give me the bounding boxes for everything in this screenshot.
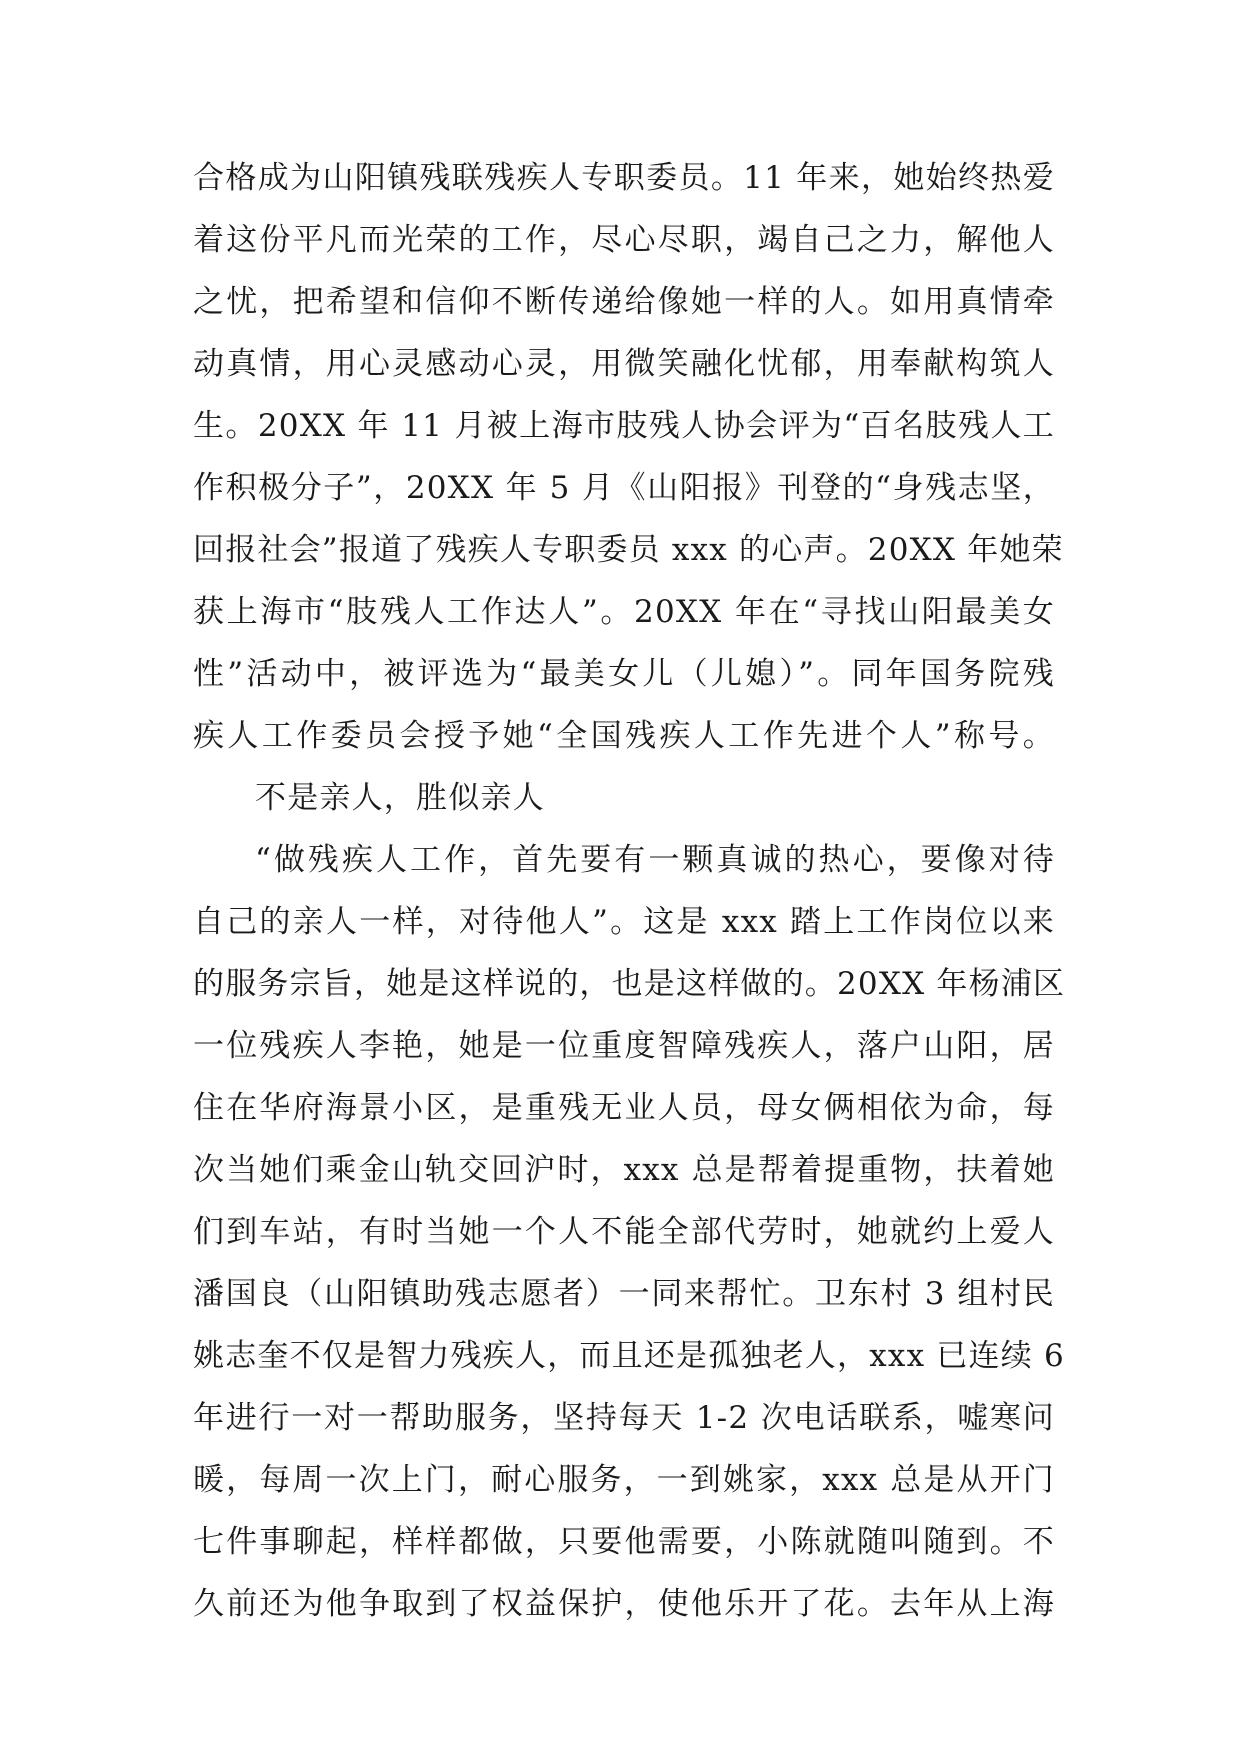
paragraph-first-line: “做残疾人工作，首先要有一颗真诚的热心，要像对待 bbox=[255, 842, 1055, 878]
text-line: 合格成为山阳镇残联残疾人专职委员。11 年来，她始终热爱 bbox=[193, 160, 1055, 196]
text-line: 作积极分子”，20XX 年 5 月《山阳报》刊登的“身残志坚， bbox=[193, 470, 1055, 506]
text-line: 的服务宗旨，她是这样说的，也是这样做的。20XX 年杨浦区 bbox=[193, 966, 1066, 1002]
section-heading: 不是亲人，胜似亲人 bbox=[255, 780, 545, 816]
text-line: 久前还为他争取到了权益保护，使他乐开了花。去年从上海 bbox=[193, 1586, 1055, 1622]
text-line: 年进行一对一帮助服务，坚持每天 1-2 次电话联系，嘘寒问 bbox=[193, 1400, 1055, 1436]
text-line: 之忧，把希望和信仰不断传递给像她一样的人。如用真情牵 bbox=[193, 284, 1055, 320]
text-line: 潘国良（山阳镇助残志愿者）一同来帮忙。卫东村 3 组村民 bbox=[193, 1276, 1055, 1312]
text-line: 回报社会”报道了残疾人专职委员 xxx 的心声。20XX 年她荣 bbox=[193, 532, 1064, 568]
text-line: 着这份平凡而光荣的工作，尽心尽职，竭自己之力，解他人 bbox=[193, 222, 1055, 258]
text-line: 一位残疾人李艳，她是一位重度智障残疾人，落户山阳，居 bbox=[193, 1028, 1055, 1064]
text-line: 获上海市“肢残人工作达人”。20XX 年在“寻找山阳最美女 bbox=[193, 594, 1055, 630]
text-line: 动真情，用心灵感动心灵，用微笑融化忧郁，用奉献构筑人 bbox=[193, 346, 1055, 382]
text-line: 自己的亲人一样，对待他人”。这是 xxx 踏上工作岗位以来 bbox=[193, 904, 1055, 940]
text-line: 们到车站，有时当她一个人不能全部代劳时，她就约上爱人 bbox=[193, 1214, 1055, 1250]
text-line: 姚志奎不仅是智力残疾人，而且还是孤独老人，xxx 已连续 6 bbox=[193, 1338, 1065, 1374]
text-line: 次当她们乘金山轨交回沪时，xxx 总是帮着提重物，扶着她 bbox=[193, 1152, 1055, 1188]
text-line: 七件事聊起，样样都做，只要他需要，小陈就随叫随到。不 bbox=[193, 1524, 1055, 1560]
text-line: 生。20XX 年 11 月被上海市肢残人协会评为“百名肢残人工 bbox=[193, 408, 1055, 444]
body-text bbox=[193, 147, 1066, 1635]
text-line: 疾人工作委员会授予她“全国残疾人工作先进个人”称号。 bbox=[193, 718, 1055, 754]
text-line: 性”活动中，被评选为“最美女儿（儿媳）”。同年国务院残 bbox=[193, 656, 1055, 692]
text-line: 暖，每周一次上门，耐心服务，一到姚家，xxx 总是从开门 bbox=[193, 1462, 1055, 1498]
text-line: 住在华府海景小区，是重残无业人员，母女俩相依为命，每 bbox=[193, 1090, 1055, 1126]
